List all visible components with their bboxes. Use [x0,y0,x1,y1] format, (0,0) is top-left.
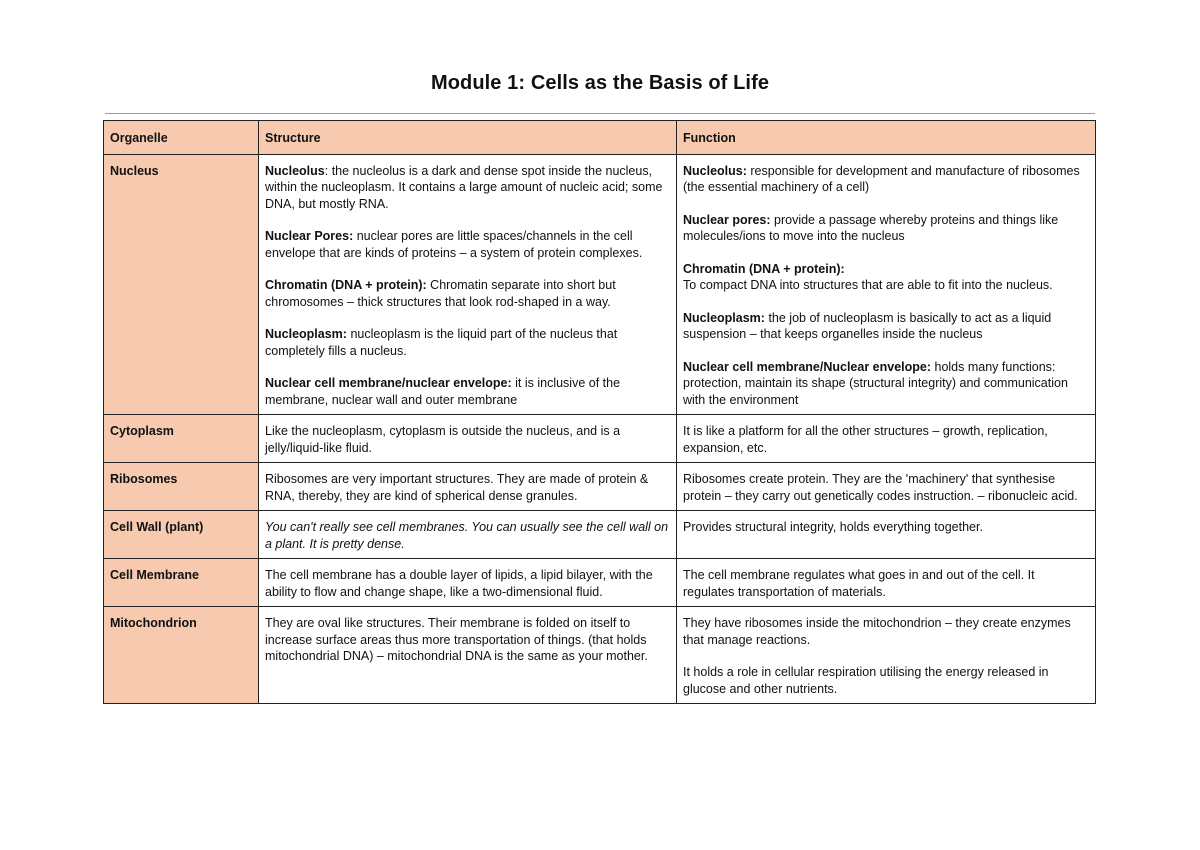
table-row [104,463,1096,511]
description-text: They have ribosomes inside the mitochondrion – they create enzymes that manage reactions. [683,616,1071,647]
description-text: It is like a platform for all the other structures – growth, replication, expansion, etc. [683,424,1048,455]
column-header-structure: Structure [259,121,677,155]
organelle-name-cell: Ribosomes [104,463,259,511]
function-paragraph [683,423,1088,456]
structure-paragraph [265,423,669,456]
structure-paragraph [265,277,669,310]
table-row [104,154,1096,415]
description-text: nuclear pores are little spaces/channels in the cell envelope that are kinds of proteins – a system of protein complexes. [265,229,643,260]
description-text: provide a passage whereby proteins and things like molecules/ions to move into the nucleus [683,212,1059,243]
structure-paragraph [265,471,669,504]
function-cell [677,154,1096,415]
term-label: Nuclear Pores: [265,229,354,243]
description-text: The cell membrane has a double layer of lipids, a lipid bilayer, with the ability to flow and change shape, like a two-dimensional fluid. [265,568,653,599]
description-text: Ribosomes create protein. They are the 'machinery' that synthesise protein – they carry out genetically codes instruction. – ribonucleic acid. [683,472,1078,503]
description-text: nucleoplasm is the liquid part of the nucleus that completely fills a nucleus. [265,327,618,358]
description-text: Chromatin separate into short but chromosomes – thick structures that look rod-shaped in a way. [265,278,616,309]
description-text: holds many functions: protection, maintain its shape (structural integrity) and communication with the environment [683,359,1068,407]
organelle-name-cell: Cytoplasm [104,415,259,463]
structure-paragraph [265,163,669,213]
term-label: Nuclear cell membrane/nuclear envelope: [265,376,512,390]
function-cell [677,559,1096,607]
column-header-function: Function [677,121,1096,155]
term-label: Nucleolus [265,163,325,178]
structure-paragraph [265,228,669,261]
function-paragraph [683,519,1088,536]
italic-note: You can't really see cell membranes. You can usually see the cell wall on a plant. It is pretty dense. [265,520,669,551]
table-row [104,607,1096,704]
function-paragraph [683,359,1088,409]
structure-cell [259,607,677,704]
function-paragraph [683,310,1088,343]
structure-cell [259,511,677,559]
description-text: the job of nucleoplasm is basically to act as a liquid suspension – that keeps organelles inside the nucleus [683,310,1052,341]
organelle-table [103,120,1096,704]
function-paragraph [683,615,1088,648]
description-text: Provides structural integrity, holds everything together. [683,520,983,534]
structure-paragraph [265,326,669,359]
page-title: Module 1: Cells as the Basis of Life [430,72,770,94]
organelle-name-cell: Cell Wall (plant) [104,511,259,559]
term-label: Nucleoplasm: [265,327,347,341]
structure-cell [259,415,677,463]
table-row [104,511,1096,559]
description-text: : the nucleolus is a dark and dense spot inside the nucleus, within the nucleoplasm. It contains a large amount of nucleic acid; some DNA, but mostly RNA. [265,163,663,211]
table-header-row [104,121,1096,155]
structure-cell [259,559,677,607]
title-divider [105,113,1095,114]
function-cell [677,511,1096,559]
function-paragraph [683,163,1088,196]
function-cell [677,463,1096,511]
table-row [104,415,1096,463]
description-text: To compact DNA into structures that are able to fit into the nucleus. [683,278,1053,292]
table-body [104,154,1096,704]
description-text: Like the nucleoplasm, cytoplasm is outside the nucleus, and is a jelly/liquid-like fluid. [265,424,621,455]
function-cell [677,607,1096,704]
term-label: Nucleolus: [683,163,747,178]
structure-cell [259,154,677,415]
column-header-organelle: Organelle [104,121,259,155]
description-text: It holds a role in cellular respiration utilising the energy released in glucose and other nutrients. [683,665,1049,696]
function-paragraph [683,567,1088,600]
term-label: Chromatin (DNA + protein): [683,261,845,276]
function-cell [677,415,1096,463]
function-paragraph [683,261,1088,294]
term-label: Nucleoplasm: [683,310,765,325]
description-text: Ribosomes are very important structures. They are made of protein & RNA, thereby, they are kind of spherical dense granules. [265,472,649,503]
organelle-name-cell: Cell Membrane [104,559,259,607]
structure-paragraph [265,615,669,665]
function-paragraph [683,664,1088,697]
organelle-name-cell: Nucleus [104,154,259,415]
description-text: The cell membrane regulates what goes in and out of the cell. It regulates transportation of materials. [683,568,1035,599]
description-text: They are oval like structures. Their membrane is folded on itself to increase surface areas thus more transportation of things. (that holds mitochondrial DNA) – mitochondrial DNA is the same as your mother. [265,616,648,663]
description-text: it is inclusive of the membrane, nuclear wall and outer membrane [265,376,621,407]
term-label: Chromatin (DNA + protein): [265,278,427,292]
function-paragraph [683,212,1088,245]
organelle-name-cell: Mitochondrion [104,607,259,704]
function-paragraph [683,471,1088,504]
term-label: Nuclear pores: [683,212,771,227]
description-text: responsible for development and manufacture of ribosomes (the essential machinery of a cell) [683,163,1080,194]
structure-paragraph [265,567,669,600]
structure-paragraph [265,519,669,552]
term-label: Nuclear cell membrane/Nuclear envelope: [683,359,932,374]
structure-cell [259,463,677,511]
table-row [104,559,1096,607]
structure-paragraph [265,375,669,408]
